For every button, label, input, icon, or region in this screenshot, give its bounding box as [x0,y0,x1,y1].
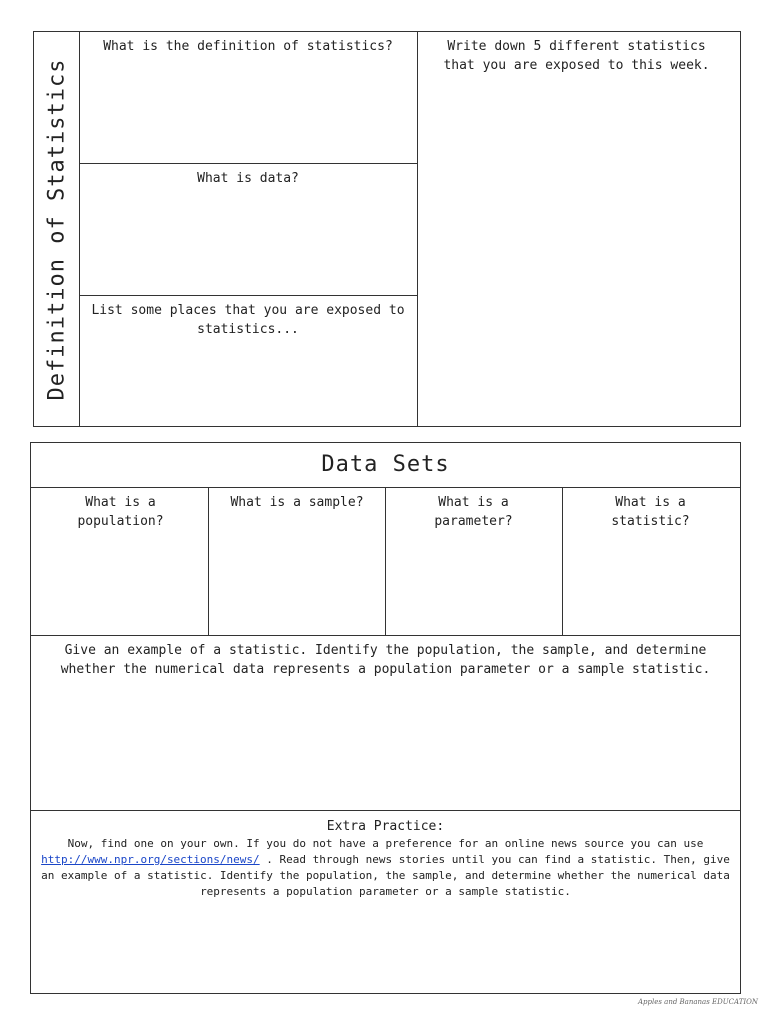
divider [417,32,418,426]
question-write-down: Write down 5 different statistics that you are exposed to this week. [443,39,710,73]
extra-practice-rest: . Read through news stories until you can find a statistic. Then, give an example of a statistic. Identify the population, the sample, and determine whether the numerical data represents a population parameter or a sample statistic. [41,853,730,898]
divider [79,295,417,296]
example-prompt: Give an example of a statistic. Identify the population, the sample, and determine whether the numerical data represents a population parameter or a sample statistic. [60,643,711,677]
divider [79,32,80,426]
extra-practice-heading: Extra Practice: [326,819,445,834]
question-parameter: What is a parameter? [434,495,513,529]
question-data: What is data? [197,171,299,186]
definition-section [33,31,741,427]
divider [31,635,740,636]
divider [562,487,563,635]
side-title-cell [34,32,79,426]
divider [31,810,740,811]
data-sets-section [30,442,741,994]
publisher-logo: Apples and Bananas EDUCATION [637,998,758,1006]
npr-news-link[interactable]: http://www.npr.org/sections/news/ [41,853,260,866]
question-places: List some places that you are exposed to statistics... [91,303,405,337]
side-title: Definition of Statistics [44,58,70,400]
divider [208,487,209,635]
question-population: What is a population? [77,495,164,529]
question-statistic: What is a statistic? [611,495,690,529]
divider [385,487,386,635]
extra-practice-intro: Now, find one on your own. If you do not have a preference for an online news source you can use [67,837,704,850]
section-title: Data Sets [321,452,450,477]
extra-practice-text [39,836,732,900]
question-definition: What is the definition of statistics? [103,39,393,54]
question-sample: What is a sample? [230,495,364,510]
divider [79,163,417,164]
